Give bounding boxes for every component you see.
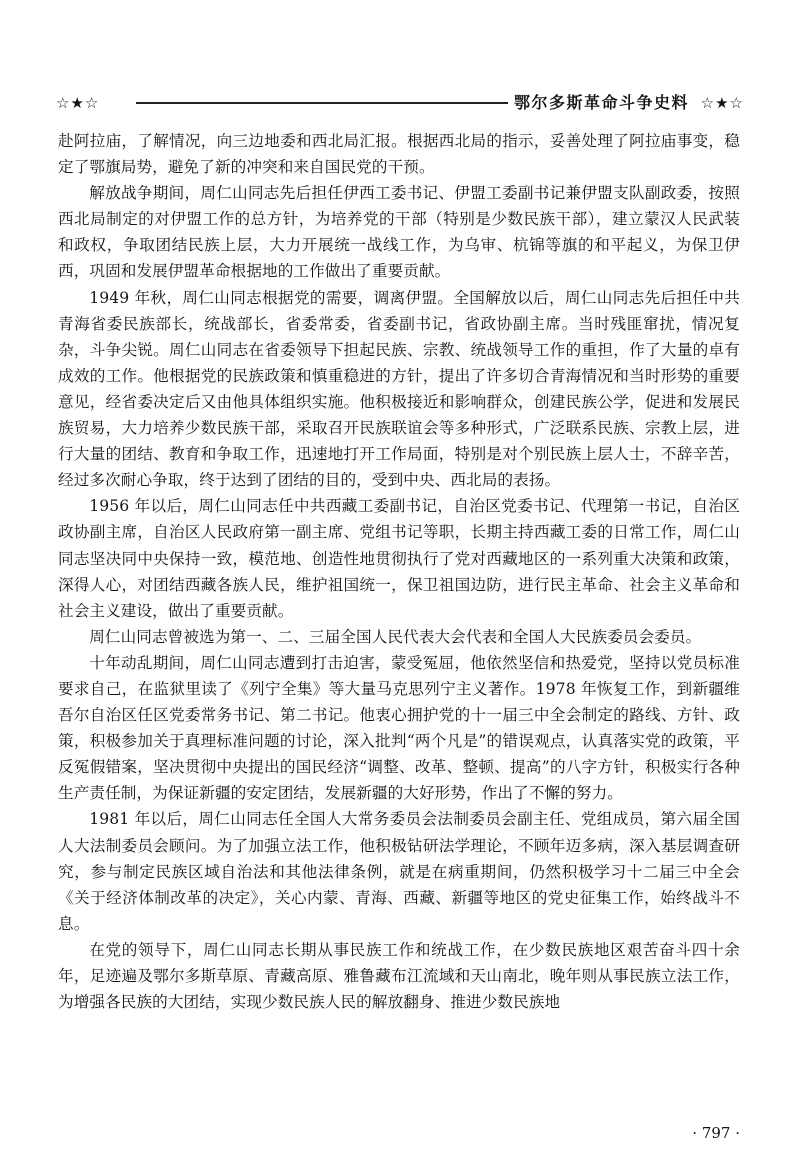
paragraph: 1956 年以后，周仁山同志任中共西藏工委副书记，自治区党委书记、代理第一书记，自治区政协副主席，自治区人民政府第一副主席、党组书记等职，长期主持西藏工委的日常工作，周仁山同志坚决同中央保持一致，模范地、创造性地贯彻执行了党对西藏地区的一系列重大决策和政策，深得人心，对团结西藏各族人民，维护祖国统一，保卫祖国边防，进行民主革命、社会主义革命和社会主义建设，做出了重要贡献。 — [58, 497, 740, 620]
paragraph: 1949 年秋，周仁山同志根据党的需要，调离伊盟。全国解放以后，周仁山同志先后担任中共青海省委民族部长，统战部长，省委常委，省委副书记，省政协副主席。当时残匪窜扰，情况复杂，斗争尖锐。周仁山同志在省委领导下担起民族、宗教、统战领导工作的重担，作了大量的卓有成效的工作。他根据党的民族政策和慎重稳进的方针，提出了许多切合青海情况和当时形势的重要意见，经省委决定后又由他具体组织实施。他积极接近和影响群众，创建民族公学，促进和发展民族贸易，大力培养少数民族干部，采取召开民族联谊会等多种形式，广泛联系民族、宗教上层，进行大量的团结、教育和争取工作，迅速地打开工作局面，特别是对个别民族上层人士，不辞辛苦，经过多次耐心争取，终于达到了团结的目的，受到中央、西北局的表扬。 — [58, 288, 740, 490]
header-rule — [136, 102, 508, 104]
header-stars-right-icon: ☆★☆ — [700, 94, 744, 112]
paragraph-continued: 赴阿拉庙，了解情况，向三边地委和西北局汇报。根据西北局的指示，妥善处理了阿拉庙事变，稳定了鄂旗局势，避免了新的冲突和来自国民党的干预。 — [58, 132, 740, 177]
header-title: 鄂尔多斯革命斗争史料 — [514, 93, 690, 112]
paragraph: 1981 年以后，周仁山同志任全国人大常务委员会法制委员会副主任、党组成员，第六届全国人大法制委员会顾问。为了加强立法工作，他积极钻研法学理论，不顾年迈多病，深入基层调查研究，参与制定民族区域自治法和其他法律条例，就是在病重期间，仍然积极学习十二届三中全会《关于经济体制改革的决定》，关心内蒙、青海、西藏、新疆等地区的党史征集工作，始终战斗不息。 — [58, 810, 740, 933]
body-text — [58, 128, 740, 1015]
header-stars-left-icon: ☆★☆ — [56, 94, 100, 112]
paragraph: 周仁山同志曾被选为第一、二、三届全国人民代表大会代表和全国人大民族委员会委员。 — [89, 627, 702, 646]
paragraph: 在党的领导下，周仁山同志长期从事民族工作和统战工作，在少数民族地区艰苦奋斗四十余年，足迹遍及鄂尔多斯草原、青藏高原、雅鲁藏布江流域和天山南北，晚年则从事民族立法工作，为增强各民族的大团结，实现少数民族人民的解放翻身、推进少数民族地 — [58, 940, 740, 1012]
page-number: · 797 · — [692, 1124, 740, 1142]
running-header — [56, 92, 744, 114]
paragraph: 解放战争期间，周仁山同志先后担任伊西工委书记、伊盟工委副书记兼伊盟支队副政委，按照西北局制定的对伊盟工作的总方针，为培养党的干部（特别是少数民族干部），建立蒙汉人民武装和政权，争取团结民族上层，大力开展统一战线工作，为乌审、杭锦等旗的和平起义，为保卫伊西，巩固和发展伊盟革命根据地的工作做出了重要贡献。 — [58, 184, 740, 281]
paragraph: 十年动乱期间，周仁山同志遭到打击迫害，蒙受冤屈，他依然坚信和热爱党，坚持以党员标准要求自己，在监狱里读了《列宁全集》等大量马克思列宁主义著作。1978 年恢复工作，到新疆维吾尔自治区任区党委常务书记、第二书记。他衷心拥护党的十一届三中全会制定的路线、方针、政策，积极参加关于真理标准问题的讨论，深入批判“两个凡是”的错误观点，认真落实党的政策，平反冤假错案，坚决贯彻中央提出的国民经济“调整、改革、整顿、提高”的八字方针，积极实行各种生产责任制，为保证新疆的安定团结，发展新疆的大好形势，作出了不懈的努力。 — [58, 653, 740, 803]
